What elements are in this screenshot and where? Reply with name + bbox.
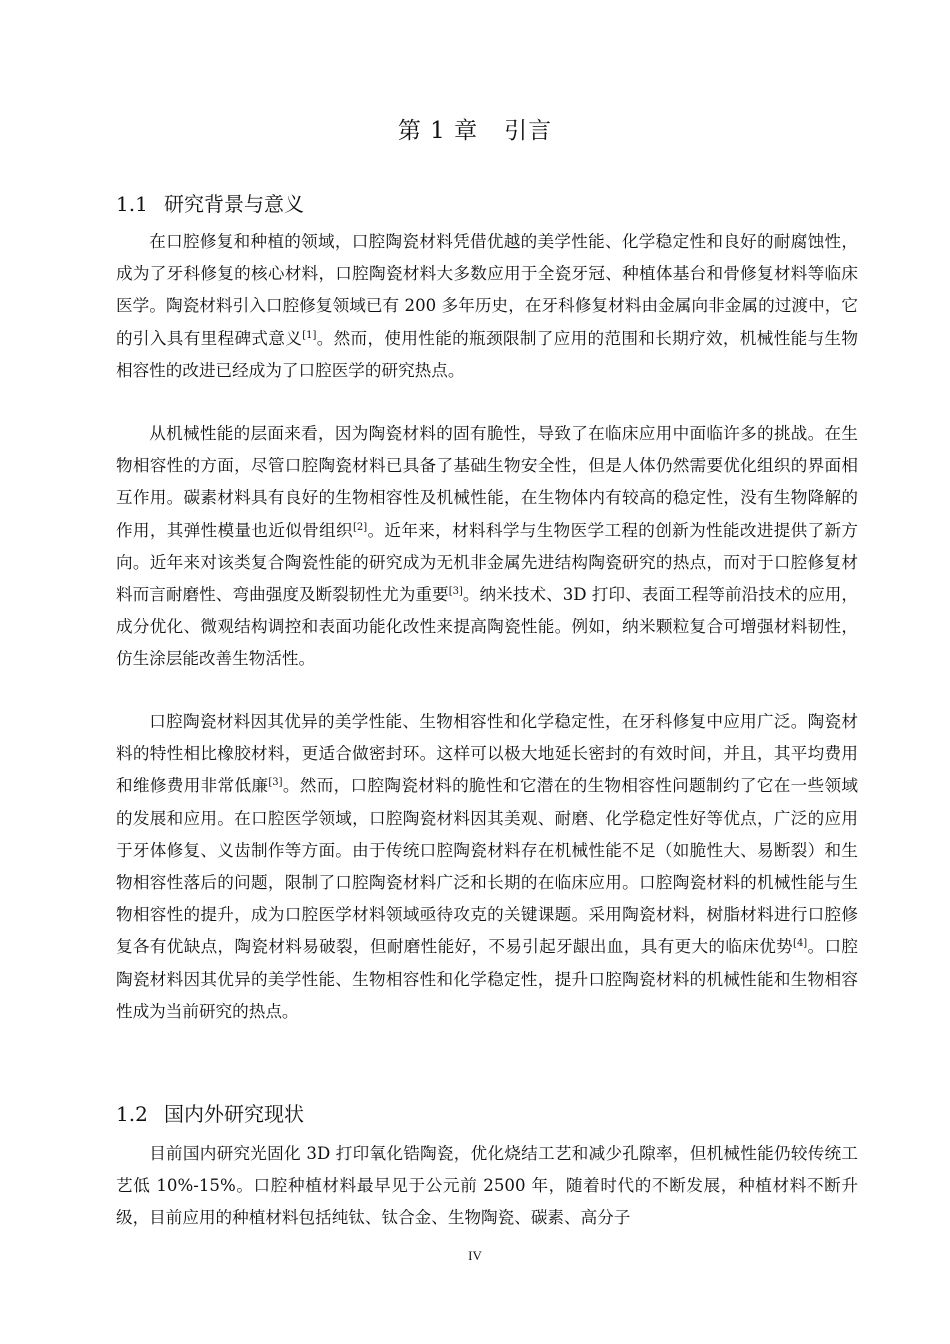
citation: [3] <box>268 777 283 789</box>
page-number: IV <box>468 1248 482 1263</box>
paragraph-text: 目前国内研究光固化 3D 打印氧化锆陶瓷，优化烧结工艺和减少孔隙率，但机械性能仍较传统工艺低 10%-15%。口腔种植材料最早见于公元前 2500 年，随着时代的不断发展，种植材料不断升级，目前应用的种植材料包括纯钛、钛合金、生物陶瓷、碳素、高分子 <box>116 1144 858 1228</box>
paragraph-3 <box>116 706 858 1028</box>
section-title: 研究背景与意义 <box>164 192 304 216</box>
paragraph-1 <box>116 226 858 387</box>
citation: [2] <box>352 521 368 533</box>
paragraph-text: 在口腔修复和种植的领域，口腔陶瓷材料凭借优越的美学性能、化学稳定性和良好的耐腐蚀性，成为了牙科修复的核心材料，口腔陶瓷材料大多数应用于全瓷牙冠、种植体基台和骨修复材料等临床医学。陶瓷材料引入口腔修复领域已有 200 多年历史，在牙科修复材料由金属向非金属的过渡中，它的引入具有里程碑式意义 <box>116 232 858 348</box>
section-number: 1.1 <box>116 192 148 216</box>
section-heading-1-1 <box>116 188 304 217</box>
paragraph-text: 口腔陶瓷材料因其优异的美学性能、生物相容性和化学稳定性，在牙科修复中应用广泛。陶瓷材料的特性相比橡胶材料，更适合做密封环。这样可以极大地延长密封的有效时间，并且，其平均费用和维修费用非常低廉 <box>116 712 858 796</box>
citation: [4] <box>793 938 808 950</box>
section-title: 国内外研究现状 <box>164 1102 304 1126</box>
paragraph-text: 。纳米技术、3D 打印、表面工程等前沿技术的应用，成分优化、微观结构调控和表面功能化改性来提高陶瓷性能。例如，纳米颗粒复合可增强材料韧性，仿生涂层能改善生物活性。 <box>116 585 859 669</box>
paragraph-4 <box>116 1138 858 1235</box>
citation: [3] <box>448 586 463 598</box>
citation: [1] <box>302 329 317 341</box>
section-heading-1-2 <box>116 1098 304 1127</box>
paragraph-text: 。然而，口腔陶瓷材料的脆性和它潜在的生物相容性问题制约了它在一些领域的发展和应用。在口腔医学领域，口腔陶瓷材料因其美观、耐磨、化学稳定性好等优点，广泛的应用于牙体修复、义齿制作等方面。由于传统口腔陶瓷材料存在机械性能不足（如脆性大、易断裂）和生物相容性落后的问题，限制了口腔陶瓷材料广泛和长期的在临床应用。口腔陶瓷材料的机械性能与生物相容性的提升，成为口腔医学材料领域亟待攻克的关键课题。采用陶瓷材料，树脂材料进行口腔修复各有优缺点，陶瓷材料易破裂，但耐磨性能好，不易引起牙龈出血，具有更大的临床优势 <box>116 776 859 957</box>
paragraph-text: 。然而，使用性能的瓶颈限制了应用的范围和长期疗效，机械性能与生物相容性的改进已经成为了口腔医学的研究热点。 <box>116 328 859 380</box>
paragraph-text: 。近年来，材料科学与生物医学工程的创新为性能改进提供了新方向。近年来对该类复合陶瓷性能的研究成为无机非金属先进结构陶瓷研究的热点，而对于口腔修复材料而言耐磨性、弯曲强度及断裂韧性尤为重要 <box>116 520 858 605</box>
chapter-title <box>0 112 950 145</box>
paragraph-text: 从机械性能的层面来看，因为陶瓷材料的固有脆性，导致了在临床应用中面临许多的挑战。在生物相容性的方面，尽管口腔陶瓷材料已具备了基础生物安全性，但是人体仍然需要优化组织的界面相互作用。碳素材料具有良好的生物相容性及机械性能，在生物体内有较高的稳定性，没有生物降解的作用，其弹性模量也近似骨组织 <box>116 424 858 540</box>
paragraph-text: 。口腔陶瓷材料因其优异的美学性能、生物相容性和化学稳定性，提升口腔陶瓷材料的机械性能和生物相容性成为当前研究的热点。 <box>116 937 858 1021</box>
paragraph-2 <box>116 418 858 676</box>
section-number: 1.2 <box>116 1102 148 1126</box>
chapter-name: 引言 <box>504 118 553 144</box>
chapter-number: 第 1 章 <box>397 118 479 144</box>
